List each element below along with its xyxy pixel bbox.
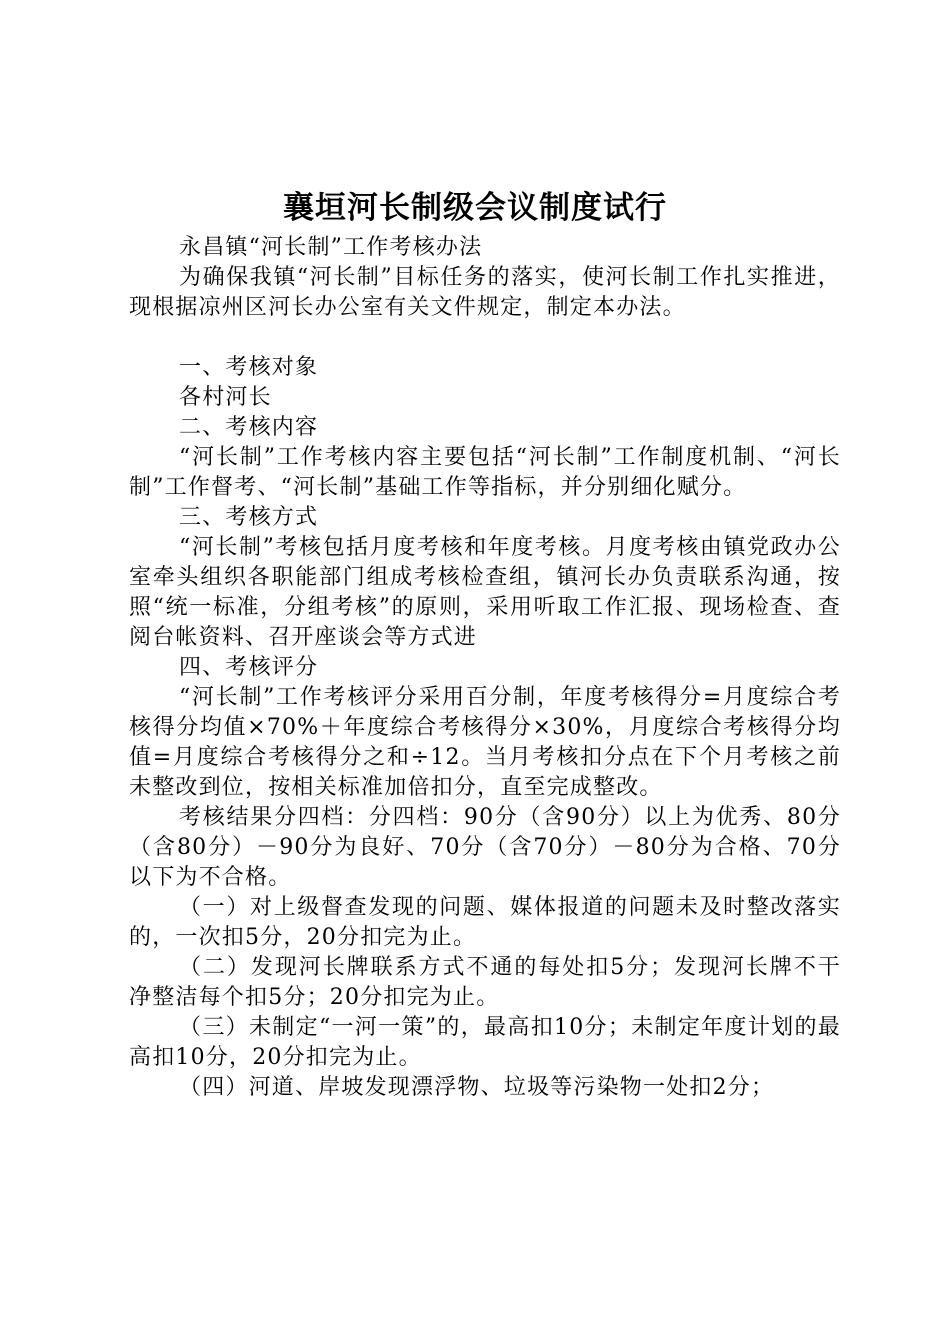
section-heading-4: 四、考核评分 [179, 655, 319, 680]
list-item: （二）发现河长牌联系方式不通的每处扣5分；发现河长牌不干净整洁每个扣5分；20分扣完为止。 [129, 955, 841, 1010]
document-title: 襄垣河长制级会议制度试行 [283, 190, 667, 226]
paragraph: 考核结果分四档：分四档：90分（含90分）以上为优秀、80分（含80分）－90分为良好、70分（含70分）－80分为合格、70分以下为不合格。 [129, 805, 841, 890]
section-heading-3: 三、考核方式 [179, 505, 319, 530]
paragraph: “河长制”工作考核评分采用百分制，年度考核得分=月度综合考核得分均值×70%＋年度综合考核得分×30%，月度综合考核得分均值=月度综合考核得分之和÷12。当月考核扣分点在下个月考核之前未整改到位，按相关标准加倍扣分，直至完成整改。 [129, 685, 841, 800]
paragraph-intro: 为确保我镇“河长制”目标任务的落实，使河长制工作扎实推进，现根据凉州区河长办公室有关文件规定，制定本办法。 [129, 265, 841, 320]
section-heading-2: 二、考核内容 [179, 415, 319, 440]
list-item: （四）河道、岸坡发现漂浮物、垃圾等污染物一处扣2分； [179, 1075, 775, 1100]
document-body [129, 233, 841, 1103]
list-item: （三）未制定“一河一策”的，最高扣10分；未制定年度计划的最高扣10分，20分扣完为止。 [129, 1015, 841, 1070]
paragraph: “河长制”工作考核内容主要包括“河长制”工作制度机制、“河长制”工作督考、“河长制”基础工作等指标，并分别细化赋分。 [129, 445, 841, 500]
paragraph: 各村河长 [179, 385, 272, 410]
list-item: （一）对上级督查发现的问题、媒体报道的问题未及时整改落实的，一次扣5分，20分扣完为止。 [129, 895, 841, 950]
section-heading-1: 一、考核对象 [179, 355, 319, 380]
paragraph-subtitle: 永昌镇“河长制”工作考核办法 [179, 235, 483, 260]
paragraph: “河长制”考核包括月度考核和年度考核。月度考核由镇党政办公室牵头组织各职能部门组成考核检查组，镇河长办负责联系沟通，按照“统一标准，分组考核”的原则，采用听取工作汇报、现场检查、查阅台帐资料、召开座谈会等方式进 [129, 535, 841, 650]
